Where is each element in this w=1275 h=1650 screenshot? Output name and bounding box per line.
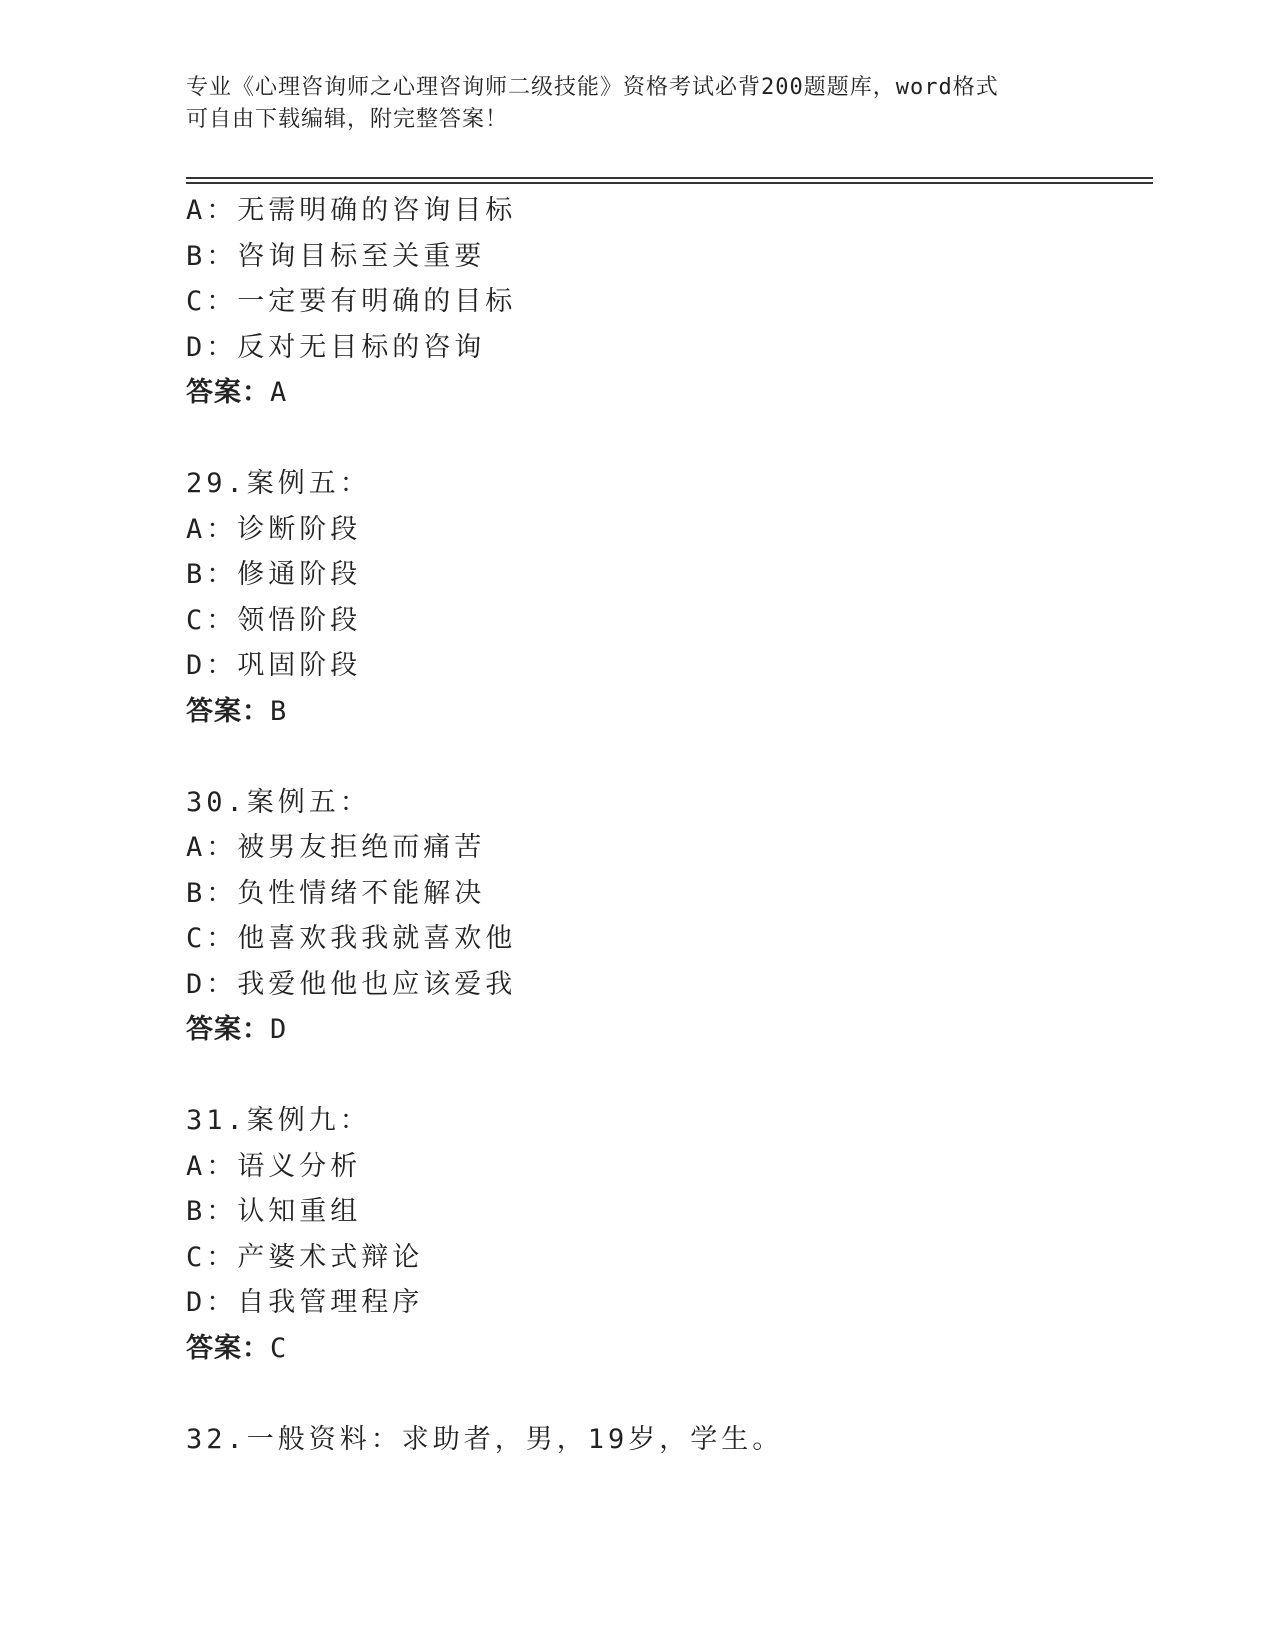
answer-value: D — [270, 1014, 288, 1045]
option-a: A：无需明确的咨询目标 — [186, 195, 517, 226]
option-b: B：修通阶段 — [186, 559, 362, 590]
header-divider-top — [186, 177, 1153, 179]
option-d: D：自我管理程序 — [186, 1287, 424, 1318]
answer-value: A — [270, 377, 288, 408]
question-block-31 — [186, 1098, 1146, 1371]
spacer — [186, 416, 1146, 462]
answer-line — [186, 1007, 1146, 1053]
question-block-29 — [186, 461, 1146, 734]
document-header — [186, 72, 1066, 136]
answer-line — [186, 689, 1146, 735]
question-block-28 — [186, 188, 1146, 416]
option-c: C：领悟阶段 — [186, 604, 362, 636]
question-block-30 — [186, 780, 1146, 1053]
option-b: B：认知重组 — [186, 1196, 362, 1227]
option-c: C：一定要有明确的目标 — [186, 286, 517, 317]
question-title: 31.案例九： — [186, 1105, 371, 1136]
option-d: D：巩固阶段 — [186, 650, 362, 681]
question-list — [186, 188, 1146, 1462]
spacer — [186, 734, 1146, 780]
question-title: 29.案例五： — [186, 468, 371, 499]
option-a: A：诊断阶段 — [186, 513, 362, 545]
header-line-1: 专业《心理咨询师之心理咨询师二级技能》资格考试必背200题题库，word格式 — [186, 75, 999, 100]
answer-label: 答案： — [186, 1332, 270, 1364]
answer-label: 答案： — [186, 1014, 270, 1045]
answer-value: B — [270, 695, 288, 727]
spacer — [186, 1371, 1146, 1417]
question-title: 30.案例五： — [186, 786, 371, 818]
question-title-32: 32.一般资料：求助者，男，19岁，学生。 — [186, 1423, 784, 1455]
option-c: C：他喜欢我我就喜欢他 — [186, 923, 517, 954]
option-a: A：被男友拒绝而痛苦 — [186, 832, 486, 863]
option-b: B：负性情绪不能解决 — [186, 877, 486, 909]
option-c: C：产婆术式辩论 — [186, 1241, 424, 1273]
header-line-2: 可自由下载编辑，附完整答案！ — [186, 107, 509, 132]
spacer — [186, 1053, 1146, 1099]
answer-value: C — [270, 1332, 288, 1364]
answer-label: 答案： — [186, 695, 270, 727]
answer-label: 答案： — [186, 377, 270, 408]
answer-line — [186, 370, 1146, 416]
header-divider-bottom — [186, 182, 1153, 184]
answer-line — [186, 1326, 1146, 1372]
option-a: A：语义分析 — [186, 1150, 362, 1182]
option-d: D：我爱他他也应该爱我 — [186, 968, 517, 1000]
option-d: D：反对无目标的咨询 — [186, 331, 486, 363]
option-b: B：咨询目标至关重要 — [186, 240, 486, 272]
